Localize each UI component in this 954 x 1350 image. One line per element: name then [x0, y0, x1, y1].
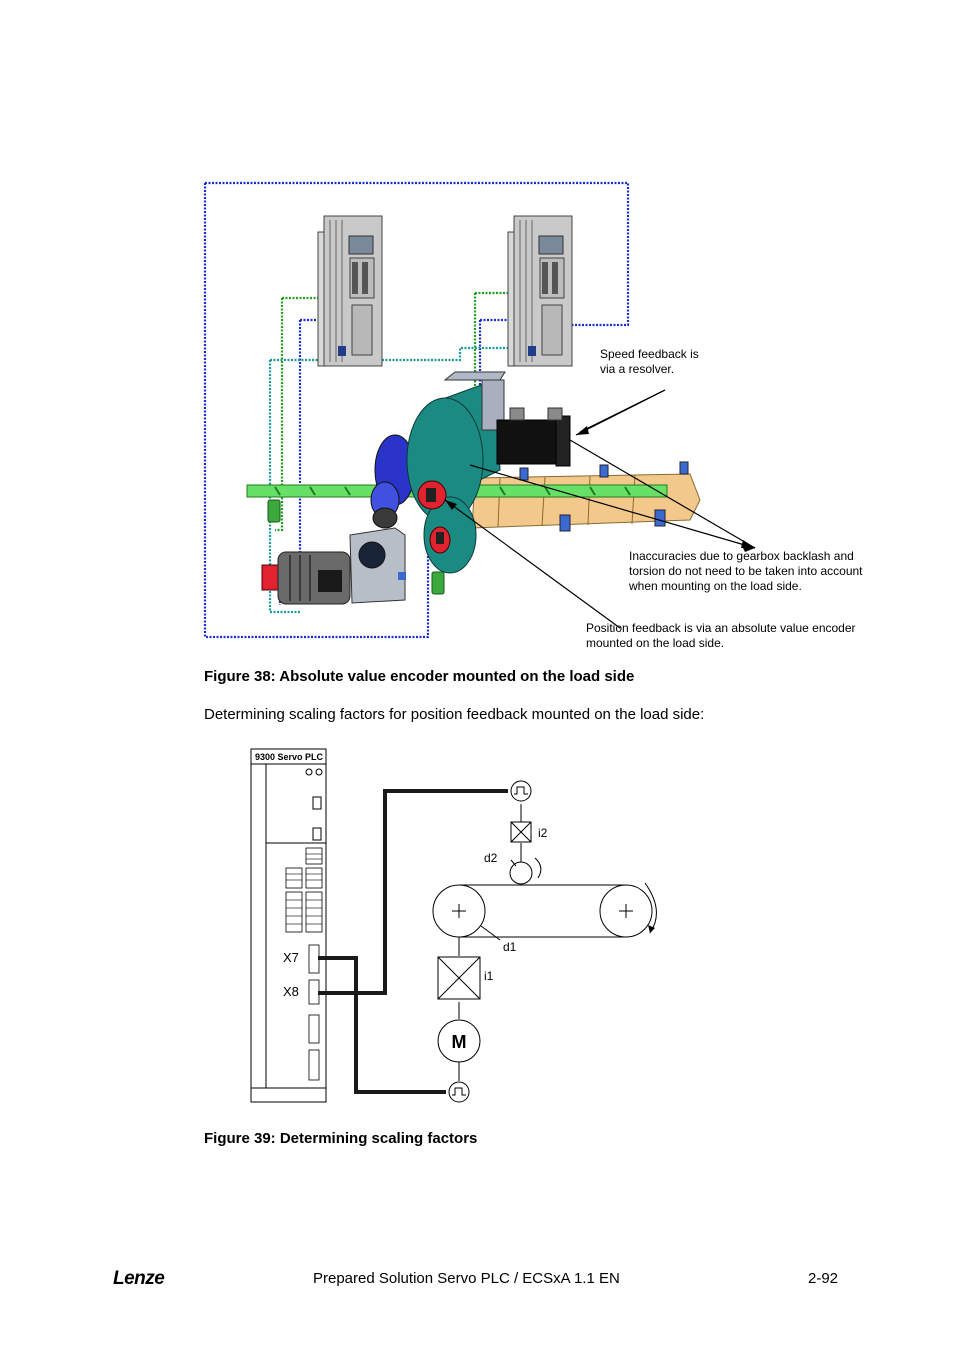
- page-number: 2-92: [808, 1270, 839, 1287]
- annotation-line: Speed feedback is: [600, 347, 699, 361]
- annotation-line: torsion do not need to be taken into account: [629, 564, 863, 578]
- figure-38-caption: Figure 38: Absolute value encoder mounted on the load side: [204, 668, 635, 685]
- figure-39-caption: Figure 39: Determining scaling factors: [204, 1130, 478, 1147]
- encoder-top: [511, 781, 531, 801]
- annotation-line: Inaccuracies due to gearbox backlash and: [629, 549, 854, 563]
- belt-drive: [433, 883, 656, 940]
- d1-label: d1: [503, 940, 517, 954]
- device-label: 9300 Servo PLC: [255, 752, 324, 762]
- rotation-arrow-d2: [535, 858, 541, 878]
- lenze-logo: Lenze: [113, 1268, 165, 1289]
- figure-39-diagram: [245, 745, 675, 1110]
- servo-drive-right: [508, 216, 572, 366]
- bottom-motor: [262, 528, 406, 604]
- encoder-bottom: [449, 1082, 469, 1102]
- annotation-line: when mounting on the load side.: [629, 579, 802, 593]
- servo-drive-left: [318, 216, 382, 366]
- x7-label: X7: [283, 950, 299, 965]
- x8-label: X8: [283, 984, 299, 999]
- gear-i2: [511, 822, 531, 842]
- annotation-inaccuracies: [629, 549, 863, 594]
- d2-label: d2: [484, 851, 498, 865]
- annotation-line: Position feedback is via an absolute value encoder: [586, 621, 856, 635]
- servo-plc-device: [251, 749, 326, 1102]
- annotation-line: via a resolver.: [600, 362, 675, 376]
- black-servo-motor: [497, 408, 570, 466]
- annotation-position-feedback: [586, 621, 856, 651]
- annotation-line: mounted on the load side.: [586, 636, 725, 650]
- i2-label: i2: [538, 826, 548, 840]
- annotation-speed-feedback: [600, 347, 699, 377]
- i1-label: i1: [484, 969, 494, 983]
- footer-title: Prepared Solution Servo PLC / ECSxA 1.1 EN: [313, 1270, 620, 1287]
- pulley-d2: [510, 862, 532, 884]
- gear-i1: [438, 957, 480, 999]
- motor-label: M: [451, 1032, 467, 1052]
- intro-paragraph: Determining scaling factors for position feedback mounted on the load side:: [204, 706, 705, 723]
